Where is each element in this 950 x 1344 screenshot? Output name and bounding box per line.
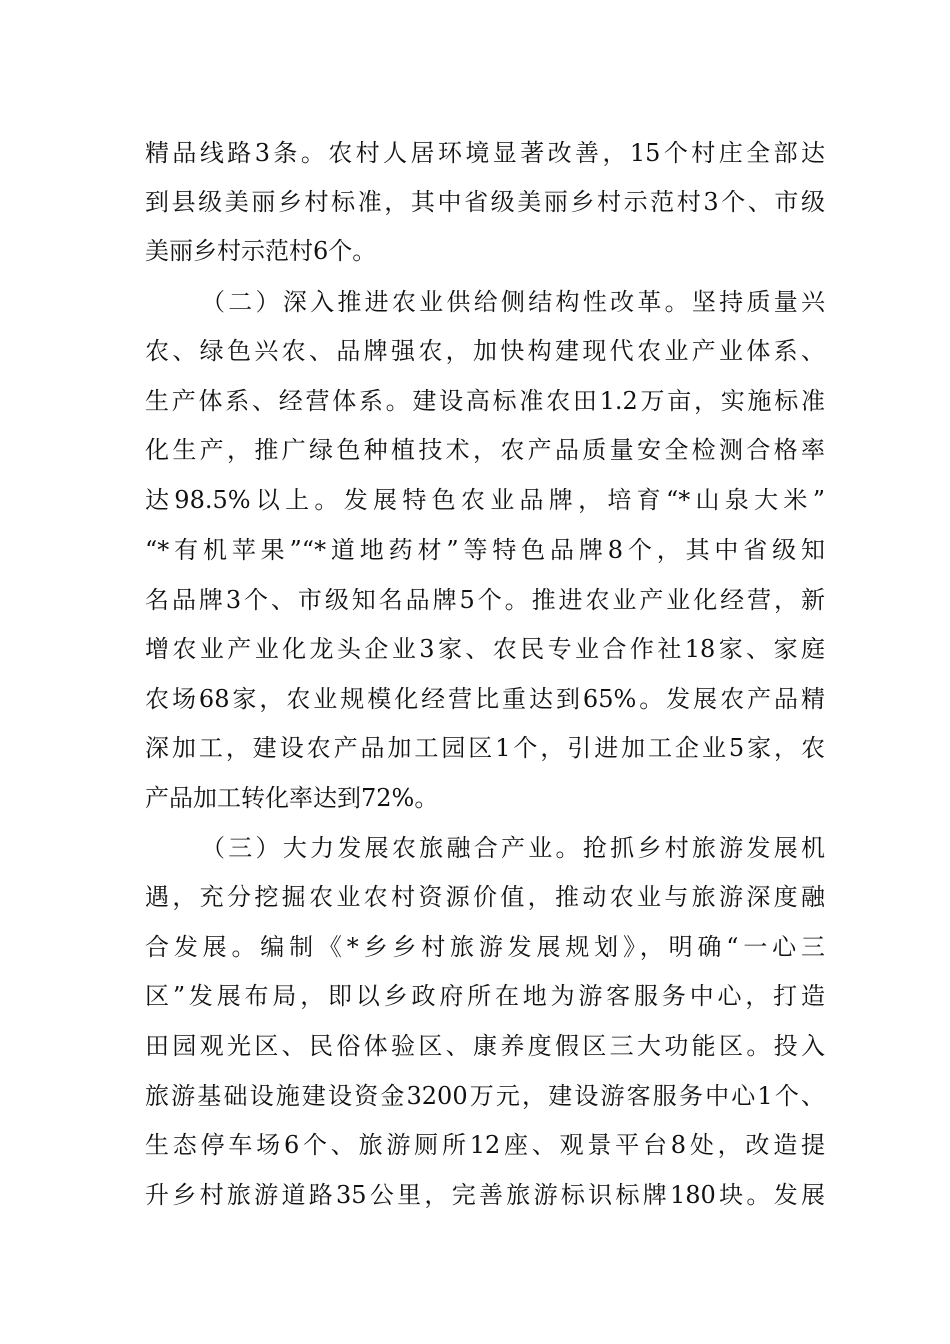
text-line: “*有机苹果”“*道地药材”等特色品牌8个，其中省级知	[145, 536, 825, 564]
text-line: 遇，充分挖掘农业农村资源价值，推动农业与旅游深度融	[145, 883, 825, 911]
text-line: 生态停车场6个、旅游厕所12座、观景平台8处，改造提	[145, 1131, 825, 1159]
text-line: 增农业产业化龙头企业3家、农民专业合作社18家、家庭	[145, 635, 825, 663]
text-line: 深加工，建设农产品加工园区1个，引进加工企业5家，农	[145, 734, 825, 762]
section-heading-line: （三）大力发展农旅融合产业。抢抓乡村旅游发展机	[201, 834, 825, 862]
text-line: 升乡村旅游道路35公里，完善旅游标识标牌180块。发展	[145, 1181, 825, 1209]
text-line: 到县级美丽乡村标准，其中省级美丽乡村示范村3个、市级	[145, 188, 825, 216]
section-heading-line: （二）深入推进农业供给侧结构性改革。坚持质量兴	[201, 288, 825, 316]
text-line: 合发展。编制《*乡乡村旅游发展规划》，明确“一心三	[145, 933, 825, 961]
text-line: 区”发展布局，即以乡政府所在地为游客服务中心，打造	[145, 982, 825, 1010]
text-line: 产品加工转化率达到72%。	[145, 784, 439, 812]
text-line: 农、绿色兴农、品牌强农，加快构建现代农业产业体系、	[145, 337, 825, 365]
text-line: 化生产，推广绿色种植技术，农产品质量安全检测合格率	[145, 436, 825, 464]
text-line: 生产体系、经营体系。建设高标准农田1.2万亩，实施标准	[145, 387, 825, 415]
text-line: 旅游基础设施建设资金3200万元，建设游客服务中心1个、	[145, 1082, 825, 1110]
text-line: 田园观光区、民俗体验区、康养度假区三大功能区。投入	[145, 1032, 825, 1060]
text-line: 美丽乡村示范村6个。	[145, 237, 377, 265]
text-line: 达98.5%以上。发展特色农业品牌，培育“*山泉大米”	[145, 486, 825, 514]
text-line: 精品线路3条。农村人居环境显著改善，15个村庄全部达	[145, 139, 825, 167]
text-line: 名品牌3个、市级知名品牌5个。推进农业产业化经营，新	[145, 586, 825, 614]
text-line: 农场68家，农业规模化经营比重达到65%。发展农产品精	[145, 685, 825, 713]
